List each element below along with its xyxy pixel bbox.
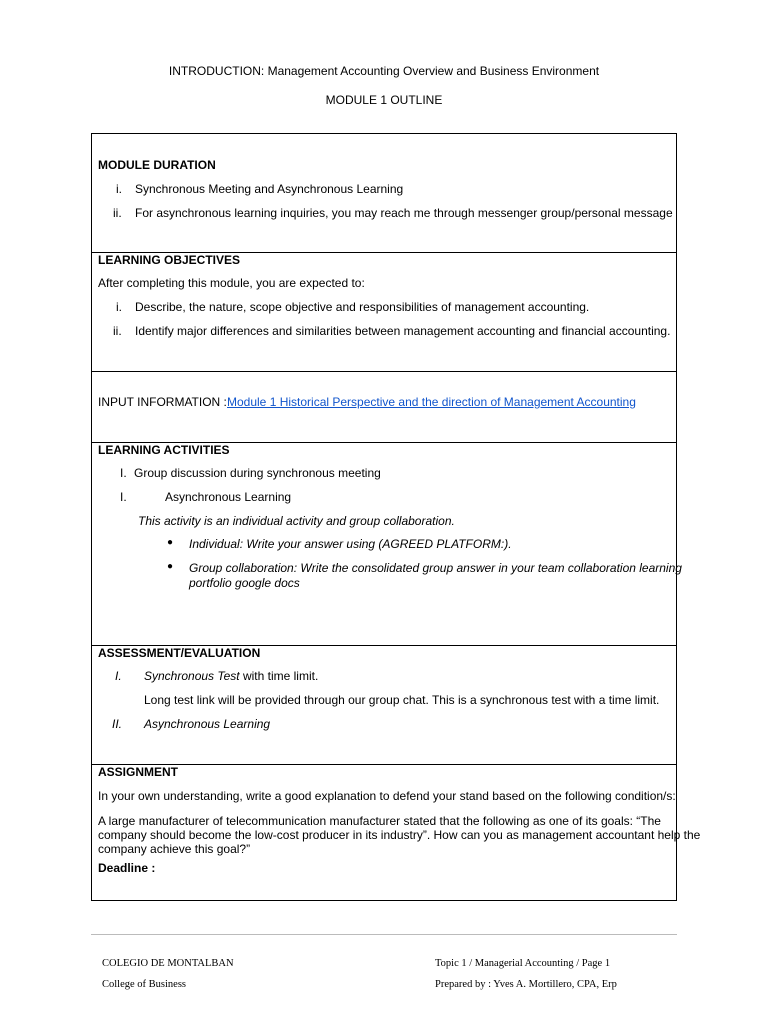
assessment-heading: ASSESSMENT/EVALUATION (98, 646, 261, 660)
list-item: Asynchronous Learning (165, 490, 292, 504)
learning-activities-heading: LEARNING ACTIVITIES (98, 443, 230, 457)
assignment-question-line: A large manufacturer of telecommunication manufacturer stated that the following as one of its goals: “The (98, 814, 661, 828)
module-outline-title: MODULE 1 OUTLINE (325, 93, 443, 107)
assignment-instruction: In your own understanding, write a good explanation to defend your stand based on the following condition/s: (98, 789, 676, 803)
bullet-item-continued: portfolio google docs (189, 576, 300, 590)
module-duration-section (92, 134, 676, 253)
assignment-question-line: company achieve this goal?” (98, 842, 251, 856)
list-item: Describe, the nature, scope objective and responsibilities of management accounting. (135, 300, 590, 314)
learning-objectives-heading: LEARNING OBJECTIVES (98, 253, 241, 267)
bullet-icon: ● (167, 561, 174, 572)
module-1-link[interactable]: Module 1 Historical Perspective and the direction of Management Accounting (227, 395, 636, 409)
assessment-detail: Long test link will be provided through our group chat. This is a synchronous test with a time limit. (144, 693, 660, 707)
learning-objectives-intro: After completing this module, you are expected to: (98, 276, 365, 290)
list-item: Asynchronous Learning (144, 717, 271, 731)
assessment-section (92, 646, 676, 765)
assignment-heading: ASSIGNMENT (98, 765, 179, 779)
assignment-section (92, 765, 701, 900)
list-marker: II. (112, 717, 123, 731)
assignment-question-line: company should become the low-cost producer in its industry”. How can you as management accountant help the (98, 828, 701, 842)
learning-objectives-section (92, 253, 676, 372)
footer-college: College of Business (102, 979, 186, 990)
list-item-italic: Synchronous Test (144, 669, 240, 683)
module-duration-heading: MODULE DURATION (98, 158, 216, 172)
list-marker: i. (116, 182, 122, 196)
footer-prepared-by: Prepared by : Yves A. Mortillero, CPA, Erp (435, 979, 617, 990)
list-item-rest: with time limit. (239, 669, 319, 683)
learning-activities-section (92, 443, 682, 646)
input-information-label: INPUT INFORMATION : (98, 395, 227, 409)
footer-school: COLEGIO DE MONTALBAN (102, 958, 234, 969)
list-marker: i. (116, 300, 122, 314)
list-marker: I. (120, 490, 127, 504)
list-marker: ii. (113, 206, 122, 220)
list-item: Synchronous Meeting and Asynchronous Learning (135, 182, 404, 196)
bullet-item: Individual: Write your answer using (AGREED PLATFORM:). (189, 537, 512, 551)
footer-page-info: Topic 1 / Managerial Accounting / Page 1 (435, 958, 611, 969)
activity-note: This activity is an individual activity and group collaboration. (138, 514, 455, 528)
list-item (144, 669, 318, 683)
list-item: For asynchronous learning inquiries, you may reach me through messenger group/personal message (135, 206, 673, 220)
list-marker: I. (115, 669, 122, 683)
input-information-section (92, 372, 676, 443)
bullet-item: Group collaboration: Write the consolidated group answer in your team collaboration learning (189, 561, 682, 575)
list-marker: ii. (113, 324, 122, 338)
doc-title: INTRODUCTION: Management Accounting Overview and Business Environment (168, 64, 600, 78)
footer-divider (91, 934, 677, 935)
list-item: Identify major differences and similarities between management accounting and financial accounting. (135, 324, 671, 338)
list-marker: I. (120, 466, 127, 480)
list-item: Group discussion during synchronous meeting (134, 466, 381, 480)
outline-table (91, 133, 701, 901)
bullet-icon: ● (167, 537, 174, 548)
deadline-label: Deadline : (98, 861, 156, 875)
